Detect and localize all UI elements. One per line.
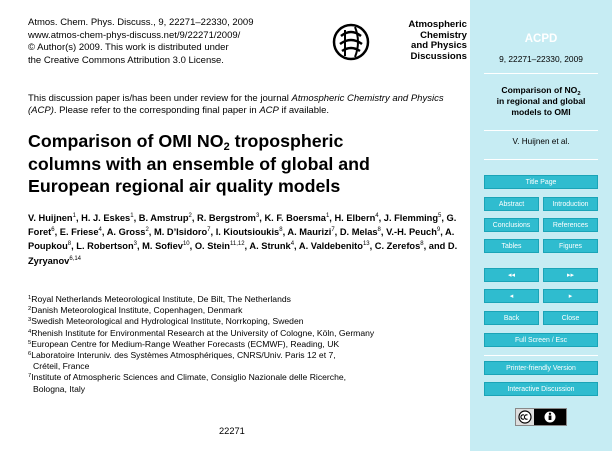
author — [60, 227, 102, 237]
notice-acp: ACP — [259, 105, 279, 117]
introduction-button[interactable]: Introduction — [543, 197, 598, 211]
author-list: V. Huijnen$^1$, H. J. Eskes$^1$, B. Amstrup$^2$, R. Bergstrom$^3$, K. F. Boersma$^1$, H. Elbern$^4$, J. Flemming$^5$, G. Foret$^6$, E. Friese$^4$, A. Gross$^2$, M. D’Isidoro$^7$, I. Kioutsioukis$^8$, A. Maurizi$^7$, D. Melas$^8$, V.-H. Peuch$^9$, A. Poupkou$^8$, L. Robertson$^3$, M. Sofiev$^{10}$, O. Stein$^{11,12}$, A. Strunk$^4$, A. Valdebenito$^{13}$, C. Zerefos$^8$, and D. Zyryanov$^{6,14}$ — [28, 213, 458, 266]
affiliation-text: Bologna, Italy — [33, 383, 86, 394]
author — [76, 241, 137, 251]
author-affiliation-mark: 4 — [98, 227, 102, 234]
first-page-icon: ◂◂ — [508, 272, 515, 279]
author-name: A. Valdebenito — [298, 241, 363, 252]
divider — [484, 355, 598, 356]
author-name: D. Zyryanov — [28, 241, 458, 266]
figures-button[interactable]: Figures — [543, 239, 598, 253]
author-affiliation-mark: 3 — [255, 213, 260, 219]
citation-url[interactable]: www.atmos-chem-phys-discuss.net/9/22271/2009/ — [28, 29, 241, 41]
notice-text: if available. — [278, 105, 330, 117]
last-page-icon: ▸▸ — [567, 272, 574, 279]
author-affiliation-mark: 11,12 — [229, 241, 245, 248]
author-name: V.-H. Peuch — [386, 227, 437, 238]
author-affiliation-mark: 8 — [279, 227, 283, 234]
full-screen-button[interactable]: Full Screen / Esc — [484, 333, 598, 347]
author — [340, 227, 381, 237]
author-affiliation-mark: 2 — [145, 227, 149, 234]
author — [384, 213, 442, 223]
divider — [484, 130, 598, 131]
title-page-button[interactable]: Title Page — [484, 175, 598, 189]
author-name: B. Amstrup — [138, 213, 189, 223]
affiliation — [28, 339, 468, 350]
affiliation-mark: 6 — [28, 351, 32, 358]
author — [216, 227, 283, 237]
title-subscript: 2 — [223, 141, 230, 153]
author-affiliation-mark: 6 — [51, 227, 55, 234]
author-name: A. Gross — [106, 227, 146, 238]
author — [299, 241, 370, 251]
cc-icon — [516, 409, 534, 425]
first-page-button[interactable] — [484, 268, 539, 282]
author-name: E. Friese — [59, 227, 99, 238]
author-name: A. Strunk — [249, 241, 291, 252]
citation-block — [28, 17, 254, 67]
author — [107, 227, 149, 237]
affiliation-text: Laboratoire Interuniv. des Systèmes Atmosphériques, CNRS/Univ. Paris 12 et 7, — [31, 350, 336, 361]
author-affiliation-mark: 7 — [331, 227, 335, 234]
affiliation — [28, 328, 468, 339]
author-name: J. Flemming — [383, 213, 439, 223]
notice-text: . Please refer to the corresponding final paper in — [53, 105, 260, 117]
affiliation-mark: 3 — [28, 317, 32, 324]
author-affiliation-mark: 4 — [290, 241, 295, 248]
author — [386, 227, 440, 237]
affiliation-mark: 4 — [28, 328, 32, 335]
author — [195, 241, 245, 251]
printer-friendly-button[interactable]: Printer-friendly Version — [484, 361, 598, 375]
notice-text: This discussion paper is/has been under review for the journal — [28, 93, 292, 104]
affiliation-mark: 1 — [28, 295, 32, 301]
author-name: R. Bergstrom — [197, 213, 256, 223]
author-affiliation-mark: 1 — [130, 213, 134, 219]
affiliation-text: Institute of Atmospheric Sciences and Climate, Consiglio Nazionale delle Ricerche, — [31, 372, 347, 383]
author-name: V. Huijnen — [28, 213, 73, 223]
author-name: D. Melas — [339, 227, 378, 238]
affiliation — [28, 316, 468, 327]
abstract-button[interactable]: Abstract — [484, 197, 539, 211]
logo-line: Chemistry — [420, 29, 467, 41]
title-text: tropospheric — [229, 131, 344, 151]
author-name: A. Poupkou — [28, 227, 455, 252]
affiliation-mark: 5 — [28, 339, 32, 346]
back-button[interactable]: Back — [484, 311, 539, 325]
divider — [484, 159, 598, 160]
title-text: columns with an ensemble of global and — [28, 153, 370, 174]
author-name: H. J. Eskes — [81, 213, 131, 223]
affiliation-mark: 2 — [28, 306, 32, 313]
affiliation-list — [28, 294, 468, 395]
journal-logo — [327, 18, 467, 70]
author-name: M. Sofiev — [142, 241, 183, 252]
by-attribution-icon — [534, 409, 566, 425]
citation-journal: Atmos. Chem. Phys. Discuss., 9, 22271–22330, 2009 — [28, 17, 254, 28]
next-page-icon: ▸ — [568, 293, 573, 300]
author — [28, 213, 76, 223]
affiliation-text: Royal Netherlands Meteorological Institute, De Bilt, The Netherlands — [31, 294, 291, 304]
author-name: O. Stein — [194, 241, 230, 252]
author-affiliation-mark: 7 — [207, 227, 211, 234]
author-affiliation-mark: 1 — [325, 213, 330, 219]
logo-line: Discussions — [410, 50, 467, 62]
author-affiliation-mark: 13 — [362, 241, 370, 248]
author-name: C. Zerefos — [374, 241, 421, 252]
review-notice — [28, 93, 448, 118]
affiliation — [28, 305, 468, 316]
author — [375, 241, 424, 251]
title-text: Comparison of OMI NO — [28, 131, 224, 151]
logo-line: Atmospheric — [408, 19, 467, 30]
author — [142, 241, 190, 251]
author-affiliation-mark: 8 — [67, 241, 72, 248]
author-name: I. Kioutsioukis — [215, 227, 280, 238]
author — [154, 227, 211, 237]
creative-commons-badge[interactable] — [515, 408, 567, 426]
affiliation-text: Swedish Meteorological and Hydrological Institute, Norrkoping, Sweden — [31, 316, 304, 327]
title-text: European regional air quality models — [28, 176, 341, 196]
author — [139, 213, 192, 223]
author-affiliation-mark: 10 — [182, 241, 190, 248]
author — [287, 227, 334, 237]
affiliation — [28, 350, 468, 361]
sidebar-title — [470, 85, 612, 119]
author — [334, 213, 378, 223]
affiliation-text: European Centre for Medium-Range Weather Forecasts (ECMWF), Reading, UK — [31, 338, 340, 349]
egu-globe-icon — [331, 22, 371, 62]
author-name: M. D’Isidoro — [153, 227, 208, 238]
author — [249, 241, 294, 251]
author-affiliation-mark: 3 — [133, 241, 137, 248]
author — [264, 213, 329, 223]
sidebar-title-text: models to OMI — [511, 107, 571, 118]
page-number: 22271 — [219, 426, 245, 436]
sidebar-title-text: Comparison of NO — [501, 85, 578, 95]
affiliation-text: Créteil, France — [33, 361, 90, 372]
tables-button[interactable]: Tables — [484, 239, 539, 253]
author-name: A. Maurizi — [287, 227, 332, 238]
author-affiliation-mark: 5 — [438, 213, 442, 219]
author-name: G. Foret — [28, 213, 457, 238]
author-affiliation-mark: 4 — [375, 213, 379, 219]
affiliation-mark: 7 — [28, 373, 32, 380]
author-affiliation-mark: 2 — [188, 213, 192, 219]
sidebar-pages: 9, 22271–22330, 2009 — [499, 54, 583, 64]
author — [197, 213, 259, 223]
author-affiliation-mark: 6,14 — [69, 255, 82, 262]
paper-title — [28, 130, 458, 198]
next-page-button[interactable] — [543, 289, 598, 303]
sidebar-author: V. Huijnen et al. — [512, 137, 570, 146]
conclusions-button[interactable]: Conclusions — [484, 218, 539, 232]
affiliation — [28, 294, 468, 305]
previous-page-button[interactable] — [484, 289, 539, 303]
author-name: H. Elbern — [334, 213, 376, 223]
logo-text — [371, 20, 467, 62]
last-page-button[interactable] — [543, 268, 598, 282]
citation-license: the Creative Commons Attribution 3.0 License. — [28, 54, 224, 66]
divider — [484, 73, 598, 74]
notice-journal: Atmospheric Chemistry and Physics (ACP) — [28, 93, 444, 117]
affiliation-text: Rhenish Institute for Environmental Research at the University of Cologne, Köln, Germany — [31, 327, 375, 338]
logo-line: and Physics — [411, 40, 467, 52]
author-affiliation-mark: 8 — [377, 227, 381, 234]
author-name: K. F. Boersma — [264, 213, 326, 223]
author-affiliation-mark: 1 — [72, 213, 76, 219]
affiliation — [28, 372, 468, 383]
author-affiliation-mark: 9 — [436, 227, 441, 234]
sidebar-title-text: in regional and global — [496, 96, 586, 107]
author-name: L. Robertson — [76, 241, 134, 252]
interactive-discussion-button[interactable]: Interactive Discussion — [484, 382, 598, 396]
affiliation-text: Danish Meteorological Institute, Copenhagen, Denmark — [31, 305, 243, 316]
previous-page-icon: ◂ — [509, 293, 514, 300]
citation-copyright: © Author(s) 2009. This work is distributed under — [28, 42, 229, 54]
author-affiliation-mark: 8 — [420, 241, 424, 248]
sidebar-title-subscript: 2 — [577, 91, 581, 97]
sidebar-journal: ACPD — [524, 33, 558, 45]
navigation-sidebar — [470, 0, 612, 451]
close-button[interactable]: Close — [543, 311, 598, 325]
author — [81, 213, 133, 223]
references-button[interactable]: References — [543, 218, 598, 232]
